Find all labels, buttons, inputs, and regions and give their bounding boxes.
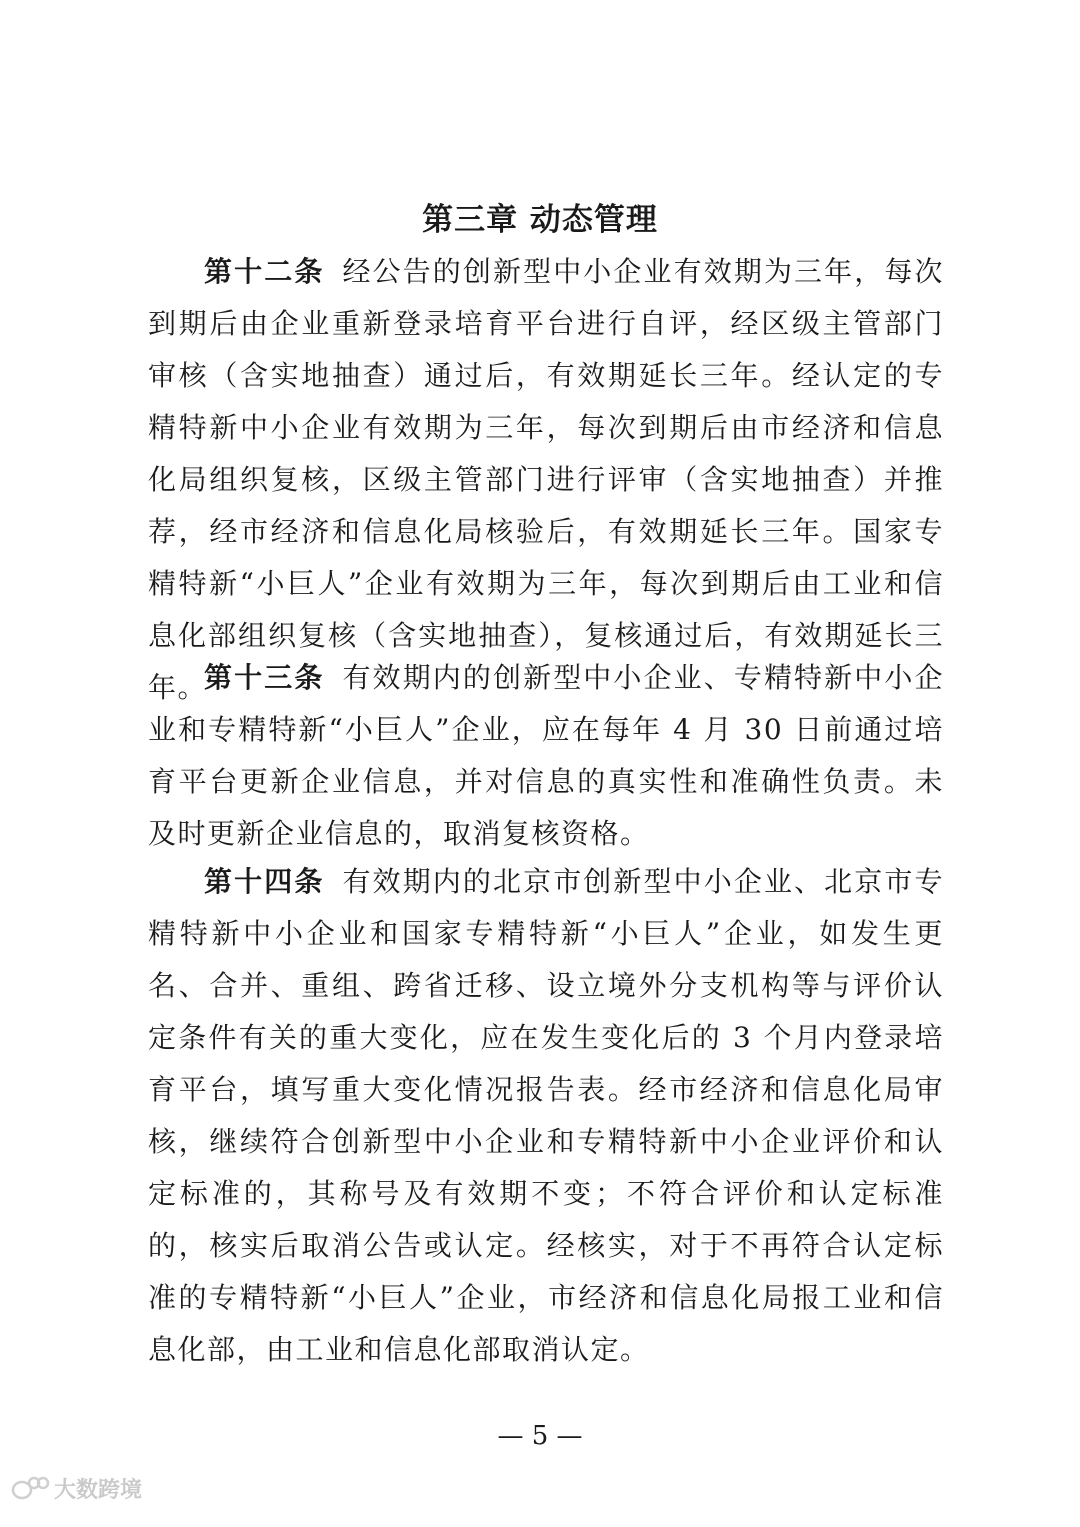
watermark-text: 大数跨境 — [54, 1477, 143, 1503]
article-number: 第十四条 — [204, 865, 325, 898]
article-14 — [148, 856, 944, 1376]
chapter-title: 第三章 动态管理 — [422, 202, 658, 238]
watermark — [10, 1470, 142, 1506]
article-12 — [148, 246, 944, 714]
article-text: 有效期内的创新型中小企业、专精特新中小企业和专精特新“小巨人”企业，应在每年 4 月 30 日前通过培育平台更新企业信息，并对信息的真实性和准确性负责。未及时更新企业信息的，取消复核资格。 — [148, 661, 944, 850]
brand-logo-icon — [10, 1474, 50, 1502]
page-number: — 5 — — [497, 1421, 583, 1451]
article-number: 第十二条 — [204, 255, 325, 288]
article-13 — [148, 652, 944, 860]
article-text: 经公告的创新型中小企业有效期为三年，每次到期后由企业重新登录培育平台进行自评，经区级主管部门审核（含实地抽查）通过后，有效期延长三年。经认定的专精特新中小企业有效期为三年，每次到期后由市经济和信息化局组织复核，区级主管部门进行评审（含实地抽查）并推荐，经市经济和信息化局核验后，有效期延长三年。国家专精特新“小巨人”企业有效期为三年，每次到期后由工业和信息化部组织复核（含实地抽查），复核通过后，有效期延长三年。 — [148, 255, 944, 704]
article-number: 第十三条 — [204, 661, 325, 694]
article-text: 有效期内的北京市创新型中小企业、北京市专精特新中小企业和国家专精特新“小巨人”企业，如发生更名、合并、重组、跨省迁移、设立境外分支机构等与评价认定条件有关的重大变化，应在发生变化后的 3 个月内登录培育平台，填写重大变化情况报告表。经市经济和信息化局审核，继续符合创新型中小企业和专精特新中小企业评价和认定标准的，其称号及有效期不变；不符合评价和认定标准的，核实后取消公告或认定。经核实，对于不再符合认定标准的专精特新“小巨人”企业，市经济和信息化局报工业和信息化部，由工业和信息化部取消认定。 — [148, 865, 944, 1366]
